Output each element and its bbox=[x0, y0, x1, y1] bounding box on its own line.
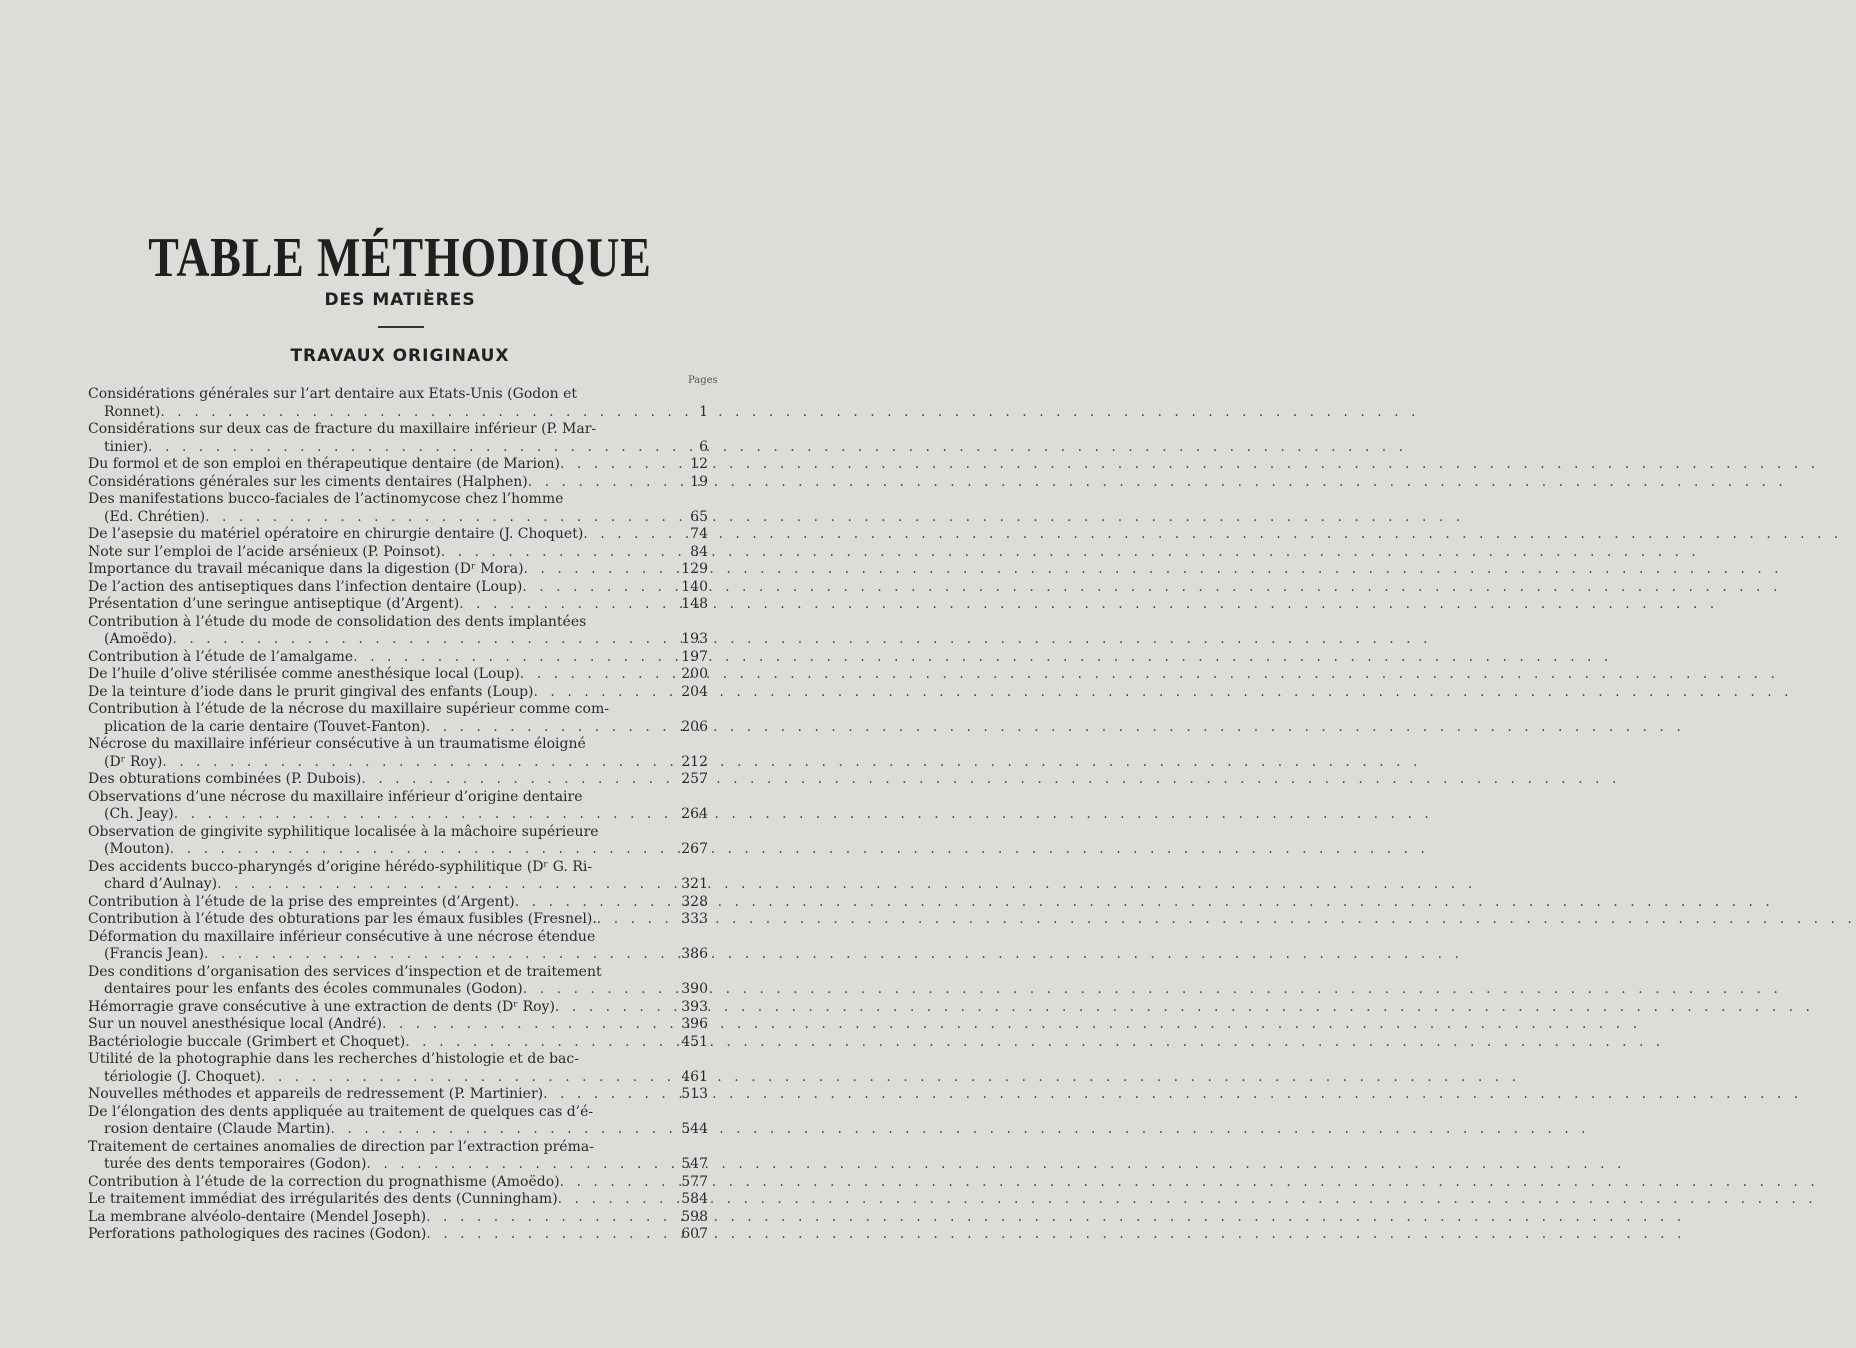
toc-entry-text: Ronnet) bbox=[104, 403, 161, 420]
toc-entry-text-line1: Utilité de la photographie dans les recherches d’histologie et de bac- bbox=[88, 1051, 579, 1067]
page-subtitle: DES MATIÈRES bbox=[324, 290, 476, 310]
document-page bbox=[0, 0, 800, 1348]
toc-page-number: 6 bbox=[699, 438, 708, 455]
toc-page-number: 257 bbox=[681, 771, 708, 787]
dot-leader bbox=[426, 1209, 672, 1227]
dot-leader bbox=[459, 596, 672, 614]
toc-page-number: 390 bbox=[681, 981, 708, 997]
toc-page-number: 1 bbox=[699, 403, 708, 420]
dot-leader bbox=[597, 911, 672, 929]
toc-entry-text: Le traitement immédiat des irrégularités des dents (Cunningham) bbox=[88, 1191, 558, 1207]
toc-entry-text: Du formol et de son emploi en thérapeutique dentaire (de Marion) bbox=[88, 456, 560, 472]
toc-entry-text-line1: Considérations sur deux cas de fracture du maxillaire inférieur (P. Mar- bbox=[88, 421, 597, 437]
toc-entry bbox=[88, 789, 708, 824]
toc-page-number: 513 bbox=[681, 1086, 708, 1102]
toc-entry-text: La membrane alvéolo-dentaire (Mendel Joseph) bbox=[88, 1208, 427, 1225]
toc-entry-text-line1: Contribution à l’étude de la nécrose du maxillaire supérieur comme com- bbox=[88, 701, 609, 717]
toc-entry-text: plication de la carie dentaire (Touvet-Fanton) bbox=[104, 718, 426, 735]
dot-leader bbox=[543, 1086, 672, 1104]
toc-entry bbox=[88, 824, 708, 859]
toc-entry-text: (Mouton) bbox=[104, 841, 170, 857]
toc-entry bbox=[88, 491, 708, 526]
toc-entry-text-line1: Observations d’une nécrose du maxillaire inférieur d’origine dentaire bbox=[88, 788, 583, 805]
toc-entry bbox=[88, 1209, 708, 1227]
toc-entry-text-line1: Déformation du maxillaire inférieur consécutive à une nécrose étendue bbox=[88, 928, 596, 945]
toc-entry bbox=[88, 929, 708, 964]
toc-entry bbox=[88, 964, 708, 999]
toc-page-number: 544 bbox=[681, 1121, 708, 1137]
dot-leader bbox=[148, 439, 672, 457]
toc-page-number: 321 bbox=[681, 876, 708, 892]
toc-entry bbox=[88, 386, 708, 421]
toc-page-number: 393 bbox=[681, 998, 708, 1015]
dot-leader bbox=[558, 1191, 672, 1209]
toc-page-number: 204 bbox=[681, 683, 708, 700]
toc-page-number: 267 bbox=[681, 841, 708, 857]
toc-entry bbox=[88, 684, 708, 702]
toc-entry-text: Des obturations combinées (P. Dubois) bbox=[88, 771, 362, 787]
toc-page-number: 148 bbox=[681, 596, 708, 612]
toc-entry-text-line1: Considérations générales sur l’art dentaire aux Etats-Unis (Godon et bbox=[88, 386, 578, 402]
dot-leader bbox=[353, 649, 672, 667]
page-title: TABLE MÉTHODIQUE bbox=[148, 227, 652, 289]
toc-entry bbox=[88, 701, 708, 736]
toc-page-number: 84 bbox=[690, 543, 708, 560]
dot-leader bbox=[528, 474, 672, 492]
toc-entry-text: dentaires pour les enfants des écoles communales (Godon) bbox=[104, 981, 523, 997]
dot-leader bbox=[524, 561, 672, 579]
toc-entry bbox=[88, 999, 708, 1017]
toc-page-number: 129 bbox=[681, 561, 708, 577]
toc-page-number: 193 bbox=[681, 631, 708, 647]
dot-leader bbox=[560, 1174, 672, 1192]
toc-page-number: 65 bbox=[690, 508, 708, 525]
toc-page-number: 200 bbox=[681, 666, 708, 682]
toc-entry bbox=[88, 1139, 708, 1174]
toc-entry bbox=[88, 1191, 708, 1209]
toc-entry bbox=[88, 859, 708, 894]
toc-entry-text: De l’asepsie du matériel opératoire en chirurgie dentaire (J. Choquet) bbox=[88, 526, 584, 542]
dot-leader bbox=[366, 1156, 672, 1174]
toc-entry bbox=[88, 649, 708, 667]
toc-page-number: 577 bbox=[681, 1173, 708, 1190]
toc-entry-text-line1: Des conditions d’organisation des services d’inspection et de traitement bbox=[88, 963, 602, 980]
toc-page-number: 451 bbox=[681, 1033, 708, 1050]
dot-leader bbox=[560, 456, 672, 474]
toc-page-number: 328 bbox=[681, 893, 708, 910]
toc-entry-text: Contribution à l’étude de la correction du prognathisme (Amoëdo) bbox=[88, 1173, 560, 1190]
dot-leader bbox=[555, 999, 672, 1017]
toc-entry bbox=[88, 456, 708, 474]
toc-entry-text: tériologie (J. Choquet) bbox=[104, 1068, 261, 1085]
toc-entry-text: Contribution à l’étude de l’amalgame bbox=[88, 648, 354, 665]
toc-page-number: 333 bbox=[681, 911, 708, 927]
toc-page-number: 584 bbox=[681, 1191, 708, 1207]
toc-page-number: 461 bbox=[681, 1068, 708, 1085]
toc-entry bbox=[88, 1034, 708, 1052]
toc-entry bbox=[88, 1016, 708, 1034]
toc-page-number: 386 bbox=[681, 946, 708, 962]
toc-page-number: 547 bbox=[681, 1156, 708, 1172]
dot-leader bbox=[583, 526, 672, 544]
toc-entry bbox=[88, 894, 708, 912]
dot-leader bbox=[170, 841, 672, 859]
toc-entry-text: Présentation d’une seringue antiseptique (d’Argent) bbox=[88, 596, 460, 612]
dot-leader bbox=[405, 1034, 672, 1052]
dot-leader bbox=[441, 544, 672, 562]
toc-entry bbox=[88, 1174, 708, 1192]
toc-page-number: 212 bbox=[681, 753, 708, 770]
toc-page-number: 140 bbox=[681, 578, 708, 595]
toc-entry bbox=[88, 771, 708, 789]
dot-leader bbox=[520, 666, 672, 684]
toc-entry bbox=[88, 544, 708, 562]
toc-entry-text: chard d’Aulnay) bbox=[104, 876, 218, 892]
toc-entry-text: De l’action des antiseptiques dans l’infection dentaire (Loup) bbox=[88, 578, 523, 595]
dot-leader bbox=[261, 1069, 672, 1087]
toc-entry bbox=[88, 736, 708, 771]
dot-leader bbox=[515, 894, 672, 912]
toc-page-number: 396 bbox=[681, 1016, 708, 1032]
toc-entry bbox=[88, 421, 708, 456]
pages-column-label: Pages bbox=[688, 375, 718, 386]
toc-entry-text: Contribution à l’étude de la prise des empreintes (d’Argent) bbox=[88, 893, 515, 910]
toc-page-number: 206 bbox=[681, 718, 708, 735]
toc-entry bbox=[88, 474, 708, 492]
dot-leader bbox=[160, 404, 672, 422]
toc-page-number: 598 bbox=[681, 1208, 708, 1225]
toc-entry bbox=[88, 1086, 708, 1104]
toc-entry-text: De l’huile d’olive stérilisée comme anesthésique local (Loup) bbox=[88, 666, 520, 682]
toc-entry-text: Considérations générales sur les ciments dentaires (Halphen) bbox=[88, 473, 528, 490]
section-title: TRAVAUX ORIGINAUX bbox=[290, 346, 510, 366]
toc-entry-text: Contribution à l’étude des obturations par les émaux fusibles (Fresnel). bbox=[88, 911, 597, 927]
toc-entry-text: tinier) bbox=[104, 438, 149, 455]
toc-page-number: 607 bbox=[681, 1226, 708, 1242]
toc-page-number: 197 bbox=[681, 648, 708, 665]
toc-entry-text-line1: Contribution à l’étude du mode de consolidation des dents implantées bbox=[88, 613, 587, 630]
dot-leader bbox=[382, 1016, 672, 1034]
toc-entry-text: Sur un nouvel anesthésique local (André) bbox=[88, 1016, 382, 1032]
dot-leader bbox=[204, 946, 672, 964]
toc-entry bbox=[88, 1051, 708, 1086]
dot-leader bbox=[217, 876, 672, 894]
dot-leader bbox=[205, 509, 672, 527]
dot-leader bbox=[174, 806, 672, 824]
toc-entry bbox=[88, 1226, 708, 1244]
dot-leader bbox=[331, 1121, 673, 1139]
toc-entry-text: Importance du travail mécanique dans la digestion (Dʳ Mora) bbox=[88, 561, 524, 577]
toc-entry-text-line1: Des accidents bucco-pharyngés d’origine hérédo-syphilitique (Dʳ G. Ri- bbox=[88, 858, 593, 875]
toc-page-number: 12 bbox=[690, 456, 708, 472]
toc-entry-text-line1: Observation de gingivite syphilitique localisée à la mâchoire supérieure bbox=[88, 823, 599, 840]
toc-entry bbox=[88, 596, 708, 614]
table-of-contents bbox=[88, 386, 708, 1244]
toc-page-number: 19 bbox=[690, 473, 708, 490]
toc-entry-text: (Amoëdo) bbox=[104, 631, 173, 647]
toc-entry-text: De la teinture d’iode dans le prurit gingival des enfants (Loup) bbox=[88, 683, 534, 700]
dot-leader bbox=[426, 719, 672, 737]
toc-entry-text: Hémorragie grave consécutive à une extraction de dents (Dʳ Roy) bbox=[88, 998, 555, 1015]
dot-leader bbox=[162, 754, 672, 772]
dot-leader bbox=[426, 1226, 672, 1244]
toc-entry bbox=[88, 1104, 708, 1139]
toc-entry-text: Nouvelles méthodes et appareils de redressement (P. Martinier) bbox=[88, 1086, 544, 1102]
toc-entry-text: (Francis Jean) bbox=[104, 946, 204, 962]
toc-page-number: 264 bbox=[681, 806, 708, 822]
toc-entry-text: turée des dents temporaires (Godon) bbox=[104, 1156, 367, 1172]
toc-entry-text: (Dʳ Roy) bbox=[104, 753, 163, 770]
toc-entry-text: Bactériologie buccale (Grimbert et Choquet) bbox=[88, 1033, 406, 1050]
toc-entry-text: (Ed. Chrétien) bbox=[104, 508, 206, 525]
toc-entry bbox=[88, 561, 708, 579]
title-divider bbox=[378, 326, 424, 328]
toc-entry bbox=[88, 911, 708, 929]
toc-entry bbox=[88, 526, 708, 544]
toc-entry-text-line1: Nécrose du maxillaire inférieur consécutive à un traumatisme éloigné bbox=[88, 736, 586, 752]
dot-leader bbox=[534, 684, 672, 702]
toc-page-number: 74 bbox=[690, 526, 708, 542]
toc-entry-text: (Ch. Jeay) bbox=[104, 806, 174, 822]
toc-entry-text: rosion dentaire (Claude Martin) bbox=[104, 1121, 331, 1137]
toc-entry-text: Note sur l’emploi de l’acide arsénieux (P. Poinsot) bbox=[88, 543, 441, 560]
toc-entry-text-line1: De l’élongation des dents appliquée au traitement de quelques cas d’é- bbox=[88, 1103, 594, 1120]
toc-entry bbox=[88, 579, 708, 597]
dot-leader bbox=[523, 981, 672, 999]
toc-entry-text-line1: Traitement de certaines anomalies de direction par l’extraction préma- bbox=[88, 1138, 594, 1155]
toc-entry bbox=[88, 614, 708, 649]
dot-leader bbox=[522, 579, 672, 597]
dot-leader bbox=[361, 771, 672, 789]
dot-leader bbox=[172, 631, 672, 649]
toc-entry-text-line1: Des manifestations bucco-faciales de l’actinomycose chez l’homme bbox=[88, 491, 564, 507]
toc-entry-text: Perforations pathologiques des racines (Godon) bbox=[88, 1226, 427, 1242]
toc-entry bbox=[88, 666, 708, 684]
